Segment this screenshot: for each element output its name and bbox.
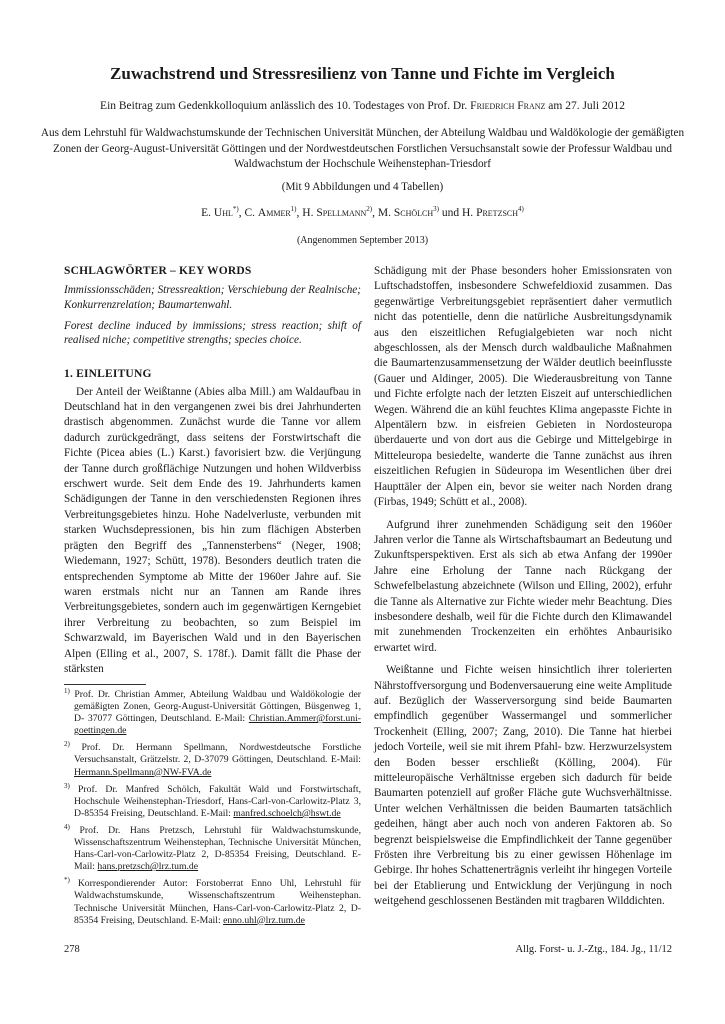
- footnote-mark: 3): [64, 781, 70, 790]
- author-name: Ammer: [257, 207, 291, 219]
- section-heading: 1. EINLEITUNG: [64, 368, 152, 381]
- footnote-4: [64, 822, 362, 873]
- footnote-text: Prof. Dr. Hans Pretzsch, Lehrstuhl für Waldwachstumskunde, Wissenschaftszentrum Weihenstephan, Technische Universität München, Hans-Carl-von-Carlowitz-Platz 2, D-85354 Freising, Deutschland. E-Mail:: [74, 824, 362, 873]
- journal-citation: Allg. Forst- u. J.-Ztg., 184. Jg., 11/12: [515, 944, 672, 955]
- article-title: Zuwachstrend und Stressresilienz von Tanne und Fichte im Vergleich: [110, 64, 615, 83]
- author-list: [40, 207, 685, 219]
- footnote-divider: [64, 684, 146, 685]
- left-column: [64, 264, 361, 677]
- subtitle-before: Ein Beitrag zum Gedenkkolloquium anlässlich des 10. Todestages von Prof. Dr.: [100, 100, 471, 112]
- author-footnote-mark: 3): [433, 205, 439, 214]
- footnote-mark: 4): [64, 822, 70, 831]
- footnote-text: Prof. Dr. Hermann Spellmann, Nordwestdeutsche Forstliche Versuchsanstalt, Grätzelstr. 2, D-37079 Göttingen, Deutschland. E-Mail:: [74, 742, 362, 766]
- author-footnote-mark: 2): [366, 205, 373, 214]
- email-link[interactable]: manfred.schoelch@hswt.de: [233, 807, 341, 819]
- author-footnote-mark: 4): [518, 205, 524, 214]
- subtitle-name: Friedrich Franz: [470, 100, 546, 112]
- author-initial: , C.: [238, 207, 258, 219]
- paragraph-4: Weißtanne und Fichte weisen hinsichtlich ihrer tolerierten Nährstoffversorgung und Bodenversauerung eine weite Amplitude auf. Bezüglich der Wasserversorgung sind beide Baumarten empfindlich gegenüber Wassermangel und sommerlicher Trockenheit (Elling, 2007; Zang, 2010). Die Tanne hat hierbei jedoch Vorteile, weil sie mit ihrem Pfahl- bzw. Herzwurzelsystem den Boden besser erschließt (Kölling, 2004). Für mitteleuropäische Verhältnisse ergeben sich dadurch für beide Baumarten potenziell auf großer Fläche gute Wuchsverhältnisse. Unter welchen Verhältnissen die beiden Baumarten tatsächlich gedeihen, hängt aber auch noch von anderen Faktoren ab. So begrenzt beispielsweise die Empfindlichkeit der Tanne gegenüber Frösten ihre Verbreitung bis zu einer gewissen Höhenlage im Gebirge. Ihr hohes Schattenerträgnis verleiht ihr hingegen Vorteile bei der Etablierung und Entwicklung der Verjüngung in noch weitgehend geschlossenen Beständen mit tragbaren Wilddichten.: [374, 664, 672, 908]
- email-link[interactable]: Hermann.Spellmann@NW-FVA.de: [74, 766, 212, 778]
- author-footnote-mark: *): [232, 205, 239, 214]
- email-link[interactable]: Christian.Ammer@forst.uni-goettingen.de: [74, 713, 361, 737]
- author-initial: , H.: [296, 207, 317, 219]
- author-initial: E.: [201, 207, 214, 219]
- footnote-text: Prof. Dr. Christian Ammer, Abteilung Waldbau und Waldökologie der gemäßigten Zonen, Georg-August-Universität Göttingen, Büsgenweg 1, D- 37077 Göttingen, Deutschland. E-Mail:: [74, 689, 361, 725]
- author-name: Spellmann: [316, 207, 367, 219]
- subtitle-after: am 27. Juli 2012: [545, 100, 625, 112]
- keywords-heading: SCHLAGWÖRTER – KEY WORDS: [64, 265, 252, 277]
- right-column: [374, 264, 672, 910]
- footnote-5: [64, 878, 361, 926]
- paragraph-1: Der Anteil der Weißtanne (Abies alba Mill.) am Waldaufbau in Deutschland hat in den vergangenen zwei bis drei Jahrhunderten drastisch abgenommen. Zunächst wurde die Tanne vor allem dadurch zurückgedrängt, dass seitens der Forstwirtschaft die Fichte (Picea abies (L.) Karst.) favorisiert bzw. die Verjüngung der Tanne durch großflächige Nutzungen und hohen Wildverbiss erschwert wurde. Seit dem Ende des 19. Jahrhunderts kamen Schädigungen der Tanne in den verschiedensten Regionen ihres Verbreitungsgebietes hinzu. Hohe Nadelverluste, verbunden mit starken Wuchsdepressionen, bis hin zum flächigen Absterben prägten den Begriff des „Tannensterbens“ (Neger, 1908; Wiedemann, 1927; Schütt, 1978). Besonders deutlich traten die entsprechenden Symptome ab Mitte der 1960er Jahre auf. Sie waren erstmals nicht nur an Tannen am Rande ihres Verbreitungsgebietes, sondern auch im gegenwärtigen Kerngebiet ihrer Verbreitung zu beobachten, so zum Beispiel im Schwarzwald, im Bayerischen Wald und in den Bayerischen Alpen (Elling et al., 2007, S. 178f.). Damit fällt die Phase der stärksten: [64, 385, 361, 675]
- author-name: Pretzsch: [476, 207, 519, 219]
- footnote-2: [64, 742, 361, 778]
- page-number: 278: [64, 944, 80, 955]
- author-footnote-mark: 1): [290, 205, 297, 214]
- author-name: Schölch: [393, 207, 434, 219]
- keywords-german: Immissionsschäden; Stressreaktion; Verschiebung der Realnische; Konkurrenzrelation; Baumartenwahl.: [64, 284, 361, 311]
- footnotes: [64, 684, 361, 932]
- author-initial: und H.: [439, 207, 477, 219]
- accepted-date: (Angenommen September 2013): [296, 235, 429, 246]
- footnote-text: Prof. Dr. Manfred Schölch, Fakultät Wald und Forstwirtschaft, Hochschule Weihenstephan-Triesdorf, Hans-Carl-von-Carlowitz-Platz 3, D-85354 Freising, Deutschland. E-Mail:: [74, 783, 361, 819]
- footnote-1: [64, 686, 361, 737]
- figures-note: (Mit 9 Abbildungen und 4 Tabellen): [281, 181, 444, 193]
- paragraph-2: Schädigung mit der Phase besonders hoher Emissionsraten von Luftschadstoffen, insbesondere Schwefeldioxid zusammen. Das gegenwärtige Verbreitungsgebiet repräsentiert daher vermutlich nicht das potentielle, denn die natürliche Ausbreitungsdynamik aus den eiszeitlichen Refugialgebieten war noch nicht abgeschlossen, als der Mensch durch waldbauliche Maßnahmen die Baumartenzusammensetzung der Wälder deutlich beeinflusste (Gauer und Aldinger, 2005). Die Wiederausbreitung von Tanne und Fichte erfolgte nach der letzten Eiszeit auf unterschiedlichen Wegen. Während die an kühl feuchtes Klima angepasste Fichte in Alpentälern bzw. in eisfreien Gebieten in Nordosteuropa überdauerte und von dort aus die Gebirge und Mittelgebirge in Mitteleuropa besiedelte, wanderte die Tanne zunächst aus ihren eiszeitlichen Refugien in Südeuropa im Wesentlichen über drei Haupttäler der Alpen ein, bevor sie weiter nach Norden drang (Firbas, 1949; Schütt et al., 2008).: [374, 265, 672, 509]
- footnote-text: Korrespondierender Autor: Forstoberrat Enno Uhl, Lehrstuhl für Waldwachstumskunde, Wissenschaftszentrum Weihenstephan. Technische Universität München, Hans-Carl-von-Carlowitz-Platz 2, D- 85354 Freising, Deutschland. E-Mail:: [74, 878, 361, 926]
- author-initial: , M.: [372, 207, 394, 219]
- footnote-3: [64, 781, 361, 820]
- footnote-mark: 2): [64, 740, 70, 749]
- affiliation: Aus dem Lehrstuhl für Waldwachstumskunde der Technischen Universität München, der Abteilung Waldbau und Waldökologie der gemäßigten Zonen der Georg-August-Universität Göttingen und der Nordwestdeutschen Forstlichen Versuchsanstalt sowie der Professur Waldbau und Waldwachstum der Hochschule Weihenstephan-Triesdorf: [40, 127, 685, 170]
- keywords-english: Forest decline induced by immissions; stress reaction; shift of realised niche; competitive strengths; species choice.: [64, 319, 361, 347]
- article-subtitle: [40, 100, 685, 112]
- email-link[interactable]: hans.pretzsch@lrz.tum.de: [97, 861, 199, 873]
- email-link[interactable]: enno.uhl@lrz.tum.de: [223, 914, 305, 926]
- paragraph-3: Aufgrund ihrer zunehmenden Schädigung seit den 1960er Jahren verlor die Tanne als Wirtschaftsbaumart an Bedeutung und Zukunftsperspektiven. Erst als sich ab etwa Anfang der 1990er Jahre eine Erholung der Tanne nach Rückgang der Schwefelbelastung abzeichnete (Wilson und Elling, 2002), erfuhr die Tanne als Alternative zur Fichte wieder mehr Beachtung. Dies insbesondere deshalb, weil für die Fichte durch den Klimawandel mit zunehmenden Trockenzeiten ein erhöhtes Anbaurisiko erwartet wird.: [374, 518, 672, 654]
- footnote-mark: 1): [64, 686, 70, 695]
- footnote-mark: *): [64, 876, 70, 885]
- author-name: Uhl: [213, 207, 233, 219]
